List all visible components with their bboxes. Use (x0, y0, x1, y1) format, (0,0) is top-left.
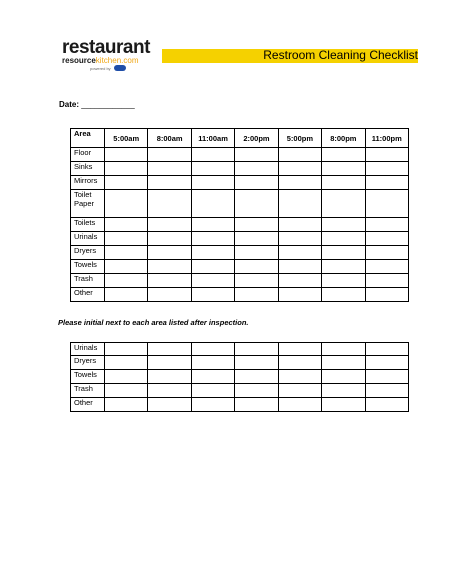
restaurant-resource-logo (62, 37, 162, 71)
area-label: Towels (71, 260, 105, 274)
time-header: 2:00pm (235, 129, 278, 148)
initial-cell[interactable] (322, 232, 365, 246)
initial-cell[interactable] (322, 370, 365, 384)
initial-cell[interactable] (235, 162, 278, 176)
initial-cell[interactable] (105, 176, 148, 190)
checklist-table-continued (70, 342, 409, 412)
initial-cell[interactable] (278, 356, 321, 370)
initial-cell[interactable] (191, 274, 234, 288)
initial-cell[interactable] (365, 218, 408, 232)
initial-cell[interactable] (278, 274, 321, 288)
table-row (71, 343, 409, 356)
initial-cell[interactable] (148, 246, 191, 260)
initial-cell[interactable] (322, 398, 365, 412)
initial-cell[interactable] (278, 343, 321, 356)
initial-cell[interactable] (365, 274, 408, 288)
initial-cell[interactable] (235, 274, 278, 288)
date-field (59, 100, 135, 109)
initial-cell[interactable] (105, 274, 148, 288)
time-header: 11:00am (191, 129, 234, 148)
table-row (71, 356, 409, 370)
initial-cell[interactable] (105, 260, 148, 274)
initial-cell[interactable] (235, 384, 278, 398)
initial-cell[interactable] (148, 148, 191, 162)
initial-cell[interactable] (105, 288, 148, 302)
logo-sub-light: kitchen.com (95, 56, 139, 65)
time-header: 5:00am (105, 129, 148, 148)
initial-cell[interactable] (322, 274, 365, 288)
initial-cell[interactable] (322, 176, 365, 190)
initial-cell[interactable] (365, 384, 408, 398)
time-header: 8:00am (148, 129, 191, 148)
initial-cell[interactable] (322, 148, 365, 162)
initial-cell[interactable] (191, 176, 234, 190)
initial-cell[interactable] (191, 260, 234, 274)
time-header: 8:00pm (322, 129, 365, 148)
initial-cell[interactable] (148, 288, 191, 302)
logo-powered-by: powered by (90, 66, 111, 71)
initial-cell[interactable] (191, 190, 234, 218)
logo-sub-bold: resource (62, 56, 96, 65)
initial-cell[interactable] (235, 246, 278, 260)
initial-cell[interactable] (105, 384, 148, 398)
initial-cell[interactable] (365, 246, 408, 260)
initial-cell[interactable] (105, 246, 148, 260)
header-row (71, 129, 409, 148)
initial-cell[interactable] (278, 218, 321, 232)
table-row (71, 218, 409, 232)
initial-cell[interactable] (278, 398, 321, 412)
table-row (71, 288, 409, 302)
area-label: Dryers (71, 246, 105, 260)
initial-cell[interactable] (105, 370, 148, 384)
initial-cell[interactable] (365, 356, 408, 370)
initial-cell[interactable] (105, 162, 148, 176)
initial-cell[interactable] (322, 162, 365, 176)
initial-cell[interactable] (278, 176, 321, 190)
initial-cell[interactable] (105, 190, 148, 218)
initial-cell[interactable] (278, 162, 321, 176)
area-label: Urinals (71, 343, 105, 356)
initial-cell[interactable] (105, 343, 148, 356)
initial-cell[interactable] (278, 232, 321, 246)
initial-cell[interactable] (235, 356, 278, 370)
initial-cell[interactable] (235, 218, 278, 232)
initial-cell[interactable] (365, 162, 408, 176)
table-row (71, 370, 409, 384)
initial-cell[interactable] (278, 260, 321, 274)
initial-cell[interactable] (148, 274, 191, 288)
area-label: Towels (71, 370, 105, 384)
table-row (71, 162, 409, 176)
checklist-table (70, 128, 409, 302)
initial-cell[interactable] (235, 288, 278, 302)
table-row (71, 398, 409, 412)
initial-cell[interactable] (191, 398, 234, 412)
initial-cell[interactable] (278, 190, 321, 218)
initial-cell[interactable] (191, 384, 234, 398)
table-row (71, 232, 409, 246)
initial-cell[interactable] (235, 176, 278, 190)
initial-cell[interactable] (191, 148, 234, 162)
initial-cell[interactable] (191, 370, 234, 384)
initial-cell[interactable] (365, 232, 408, 246)
area-label: Toilet Paper (71, 190, 105, 218)
table-row (71, 176, 409, 190)
area-label: Other (71, 288, 105, 302)
initial-cell[interactable] (148, 260, 191, 274)
initial-cell[interactable] (322, 288, 365, 302)
initial-cell[interactable] (191, 162, 234, 176)
area-header: Area (71, 129, 105, 148)
initial-cell[interactable] (322, 384, 365, 398)
initial-cell[interactable] (235, 148, 278, 162)
table-row (71, 274, 409, 288)
instruction-text: Please initial next to each area listed after inspection. (58, 318, 249, 327)
initial-cell[interactable] (278, 246, 321, 260)
initial-cell[interactable] (235, 398, 278, 412)
initial-cell[interactable] (365, 260, 408, 274)
table-row (71, 260, 409, 274)
initial-cell[interactable] (322, 343, 365, 356)
initial-cell[interactable] (191, 246, 234, 260)
initial-cell[interactable] (235, 232, 278, 246)
page-title: Restroom Cleaning Checklist (263, 48, 418, 62)
initial-cell[interactable] (105, 232, 148, 246)
initial-cell[interactable] (105, 356, 148, 370)
initial-cell[interactable] (191, 232, 234, 246)
initial-cell[interactable] (365, 176, 408, 190)
area-label: Trash (71, 384, 105, 398)
area-label: Trash (71, 274, 105, 288)
initial-cell[interactable] (148, 384, 191, 398)
initial-cell[interactable] (148, 343, 191, 356)
area-label: Urinals (71, 232, 105, 246)
area-label: Toilets (71, 218, 105, 232)
initial-cell[interactable] (278, 288, 321, 302)
date-label: Date: (59, 100, 80, 109)
table-row (71, 384, 409, 398)
initial-cell[interactable] (235, 260, 278, 274)
initial-cell[interactable] (148, 218, 191, 232)
time-header: 5:00pm (278, 129, 321, 148)
title-bar (162, 49, 418, 63)
logo-badge-icon (114, 65, 126, 71)
initial-cell[interactable] (191, 356, 234, 370)
initial-cell[interactable] (148, 190, 191, 218)
initial-cell[interactable] (191, 288, 234, 302)
initial-cell[interactable] (278, 370, 321, 384)
initial-cell[interactable] (322, 190, 365, 218)
initial-cell[interactable] (235, 343, 278, 356)
initial-cell[interactable] (365, 190, 408, 218)
logo-name: restaurant (62, 37, 150, 58)
initial-cell[interactable] (148, 162, 191, 176)
initial-cell[interactable] (278, 384, 321, 398)
initial-cell[interactable] (365, 148, 408, 162)
initial-cell[interactable] (365, 288, 408, 302)
area-label: Floor (71, 148, 105, 162)
area-label: Other (71, 398, 105, 412)
initial-cell[interactable] (235, 370, 278, 384)
initial-cell[interactable] (105, 148, 148, 162)
area-label: Dryers (71, 356, 105, 370)
table-row (71, 148, 409, 162)
initial-cell[interactable] (278, 148, 321, 162)
area-label: Mirrors (71, 176, 105, 190)
table-row (71, 190, 409, 218)
initial-cell[interactable] (365, 343, 408, 356)
initial-cell[interactable] (191, 343, 234, 356)
initial-cell[interactable] (365, 398, 408, 412)
table-row (71, 246, 409, 260)
initial-cell[interactable] (148, 370, 191, 384)
initial-cell[interactable] (235, 190, 278, 218)
initial-cell[interactable] (191, 218, 234, 232)
initial-cell[interactable] (148, 176, 191, 190)
initial-cell[interactable] (322, 356, 365, 370)
initial-cell[interactable] (322, 246, 365, 260)
initial-cell[interactable] (105, 398, 148, 412)
initial-cell[interactable] (365, 370, 408, 384)
date-line: ____________ (81, 100, 135, 109)
initial-cell[interactable] (148, 398, 191, 412)
initial-cell[interactable] (105, 218, 148, 232)
initial-cell[interactable] (322, 218, 365, 232)
time-header: 11:00pm (365, 129, 408, 148)
initial-cell[interactable] (322, 260, 365, 274)
initial-cell[interactable] (148, 232, 191, 246)
area-label: Sinks (71, 162, 105, 176)
initial-cell[interactable] (148, 356, 191, 370)
